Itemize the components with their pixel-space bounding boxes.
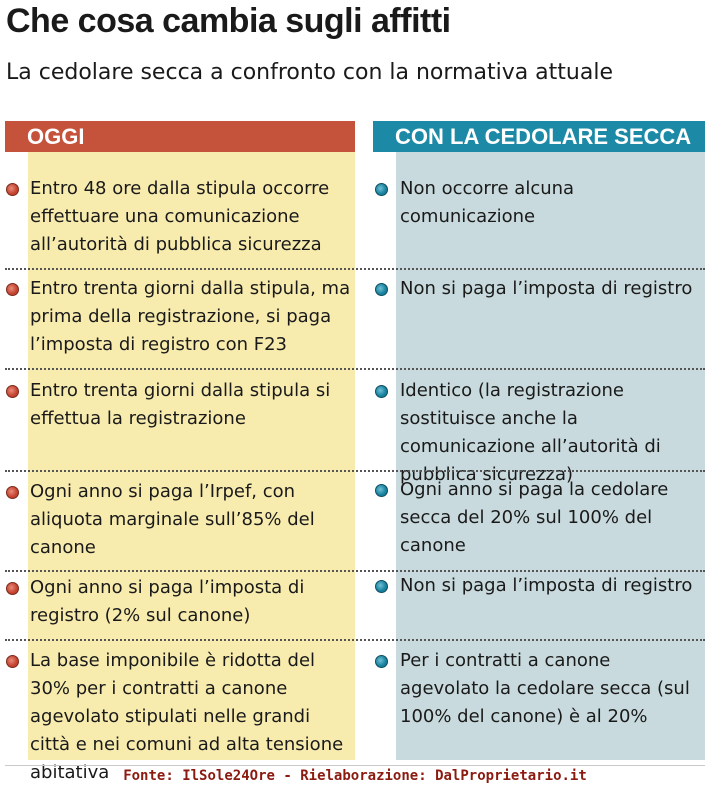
- blue-bullet-icon: [375, 580, 388, 593]
- page-subtitle: La cedolare secca a confronto con la normativa attuale: [6, 60, 613, 85]
- page-title: Che cosa cambia sugli affitti: [6, 2, 451, 40]
- red-bullet-icon: [6, 183, 19, 196]
- row-divider: [5, 470, 705, 472]
- row-4-right-text: Ogni anno si paga la cedolare secca del 20% sul 100% del canone: [400, 479, 669, 556]
- blue-bullet-icon: [375, 655, 388, 668]
- red-bullet-icon: [6, 283, 19, 296]
- row-1-left-text: Entro 48 ore dalla stipula occorre effettuare una comunicazione all’autorità di pubblica sicurezza: [30, 178, 330, 255]
- row-6-right-text: Per i contratti a canone agevolato la cedolare secca (sul 100% del canone) è al 20%: [400, 650, 690, 727]
- row-4-left-text: Ogni anno si paga l’Irpef, con aliquota marginale sull’85% del canone: [30, 481, 315, 558]
- red-bullet-icon: [6, 582, 19, 595]
- row-3-right-text: Identico (la registrazione sostituisce anche la comunicazione all’autorità di pubblica sicurezza): [400, 380, 661, 485]
- row-1-right-text: Non occorre alcuna comunicazione: [400, 178, 575, 227]
- column-header-cedolare: CON LA CEDOLARE SECCA: [373, 121, 705, 152]
- red-bullet-icon: [6, 486, 19, 499]
- blue-bullet-icon: [375, 484, 388, 497]
- row-5-left-text: Ogni anno si paga l’imposta di registro (2% sul canone): [30, 577, 305, 626]
- row-2-right-text: Non si paga l’imposta di registro: [400, 278, 693, 299]
- column-header-oggi: OGGI: [5, 121, 355, 152]
- row-divider: [5, 639, 705, 641]
- row-6-left-text: La base imponibile è ridotta del 30% per i contratti a canone agevolato stipulati nelle grandi città e nei comuni ad alta tensione abitativa: [30, 650, 344, 783]
- blue-bullet-icon: [375, 385, 388, 398]
- row-3-left-text: Entro trenta giorni dalla stipula si effettua la registrazione: [30, 380, 331, 429]
- footer-divider: [5, 765, 705, 766]
- row-2-left-text: Entro trenta giorni dalla stipula, ma prima della registrazione, si paga l’imposta di registro con F23: [30, 278, 351, 355]
- blue-bullet-icon: [375, 283, 388, 296]
- red-bullet-icon: [6, 385, 19, 398]
- source-credit: Fonte: IlSole24Ore - Rielaborazione: DalProprietario.it: [123, 768, 587, 784]
- row-5-right-text: Non si paga l’imposta di registro: [400, 575, 693, 596]
- row-divider: [5, 268, 705, 270]
- blue-bullet-icon: [375, 183, 388, 196]
- row-divider: [5, 368, 705, 370]
- red-bullet-icon: [6, 655, 19, 668]
